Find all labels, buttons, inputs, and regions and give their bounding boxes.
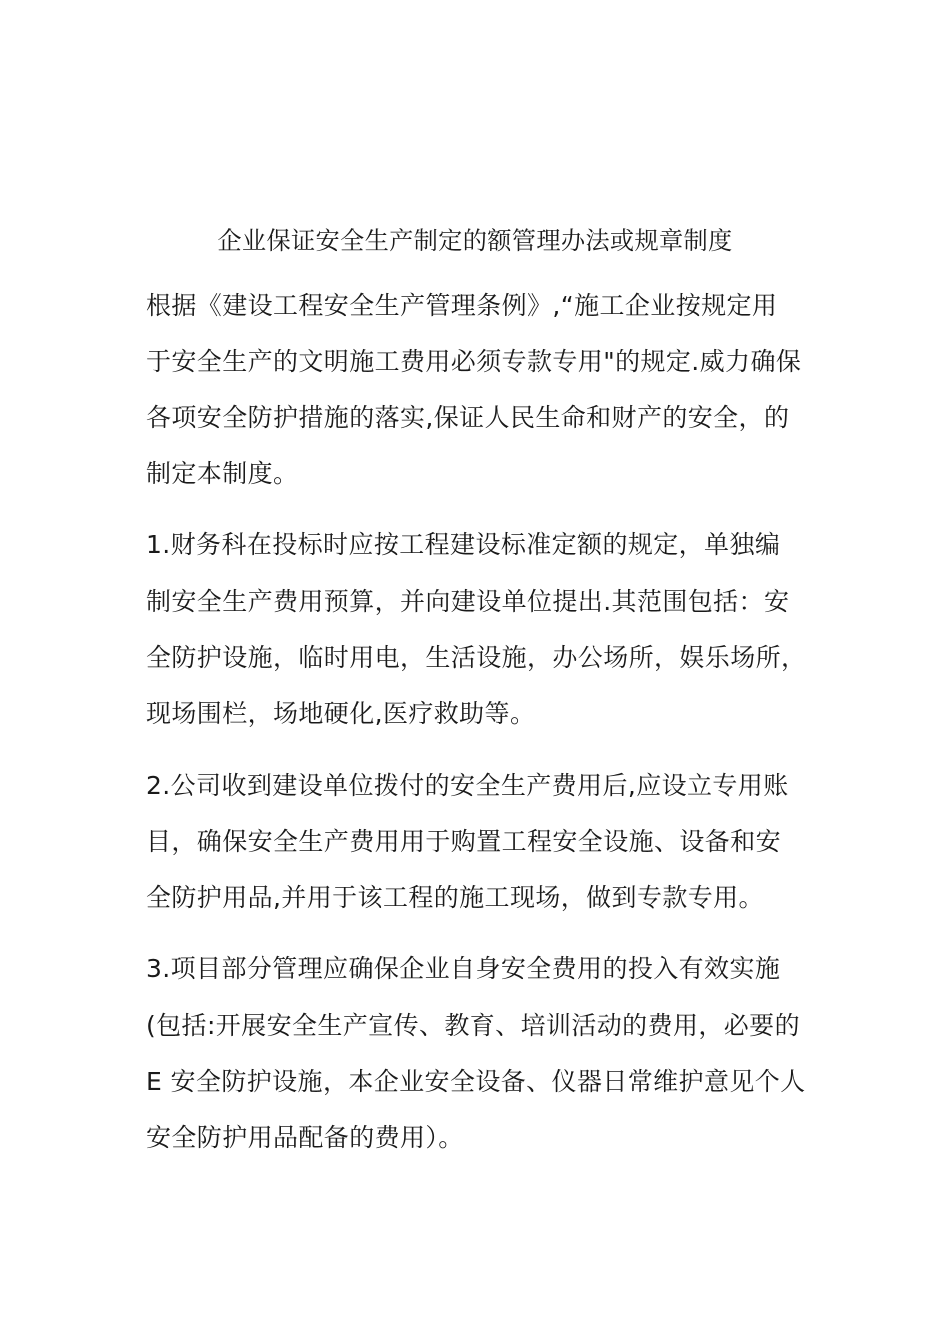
paragraph-line: E 安全防护设施，本企业安全设备、仪器日常维护意见个人 — [146, 1067, 806, 1096]
paragraph-line: 制安全生产费用预算，并向建设单位提出.其范围包括：安 — [146, 587, 790, 616]
paragraph-line: 3.项目部分管理应确保企业自身安全费用的投入有效实施 — [146, 954, 781, 983]
document-title: 企业保证安全生产制定的额管理办法或规章制度 — [217, 226, 733, 255]
paragraph-line: 全防护设施，临时用电，生活设施，办公场所，娱乐场所， — [146, 643, 807, 672]
paragraph-line: 现场围栏，场地硬化,医疗救助等。 — [146, 699, 536, 728]
paragraph-line: 全防护用品,并用于该工程的施工现场，做到专款专用。 — [146, 883, 764, 912]
paragraph-line: 目，确保安全生产费用用于购置工程安全设施、设备和安 — [146, 827, 782, 856]
paragraph-line: 1.财务科在投标时应按工程建设标准定额的规定，单独编 — [146, 530, 781, 559]
paragraph-line: 安全防护用品配备的费用）。 — [146, 1123, 464, 1152]
paragraph-line: 制定本制度。 — [146, 459, 299, 488]
paragraph-line: 根据《建设工程安全生产管理条例》,“施工企业按规定用 — [146, 291, 778, 320]
paragraph-line: 2.公司收到建设单位拨付的安全生产费用后,应设立专用账 — [146, 771, 789, 800]
paragraph-line: (包括:开展安全生产宣传、教育、培训活动的费用，必要的 — [146, 1011, 800, 1040]
paragraph-line: 于安全生产的文明施工费用必须专款专用"的规定.威力确保 — [146, 347, 802, 376]
paragraph-line: 各项安全防护措施的落实,保证人民生命和财产的安全，的 — [146, 403, 790, 432]
